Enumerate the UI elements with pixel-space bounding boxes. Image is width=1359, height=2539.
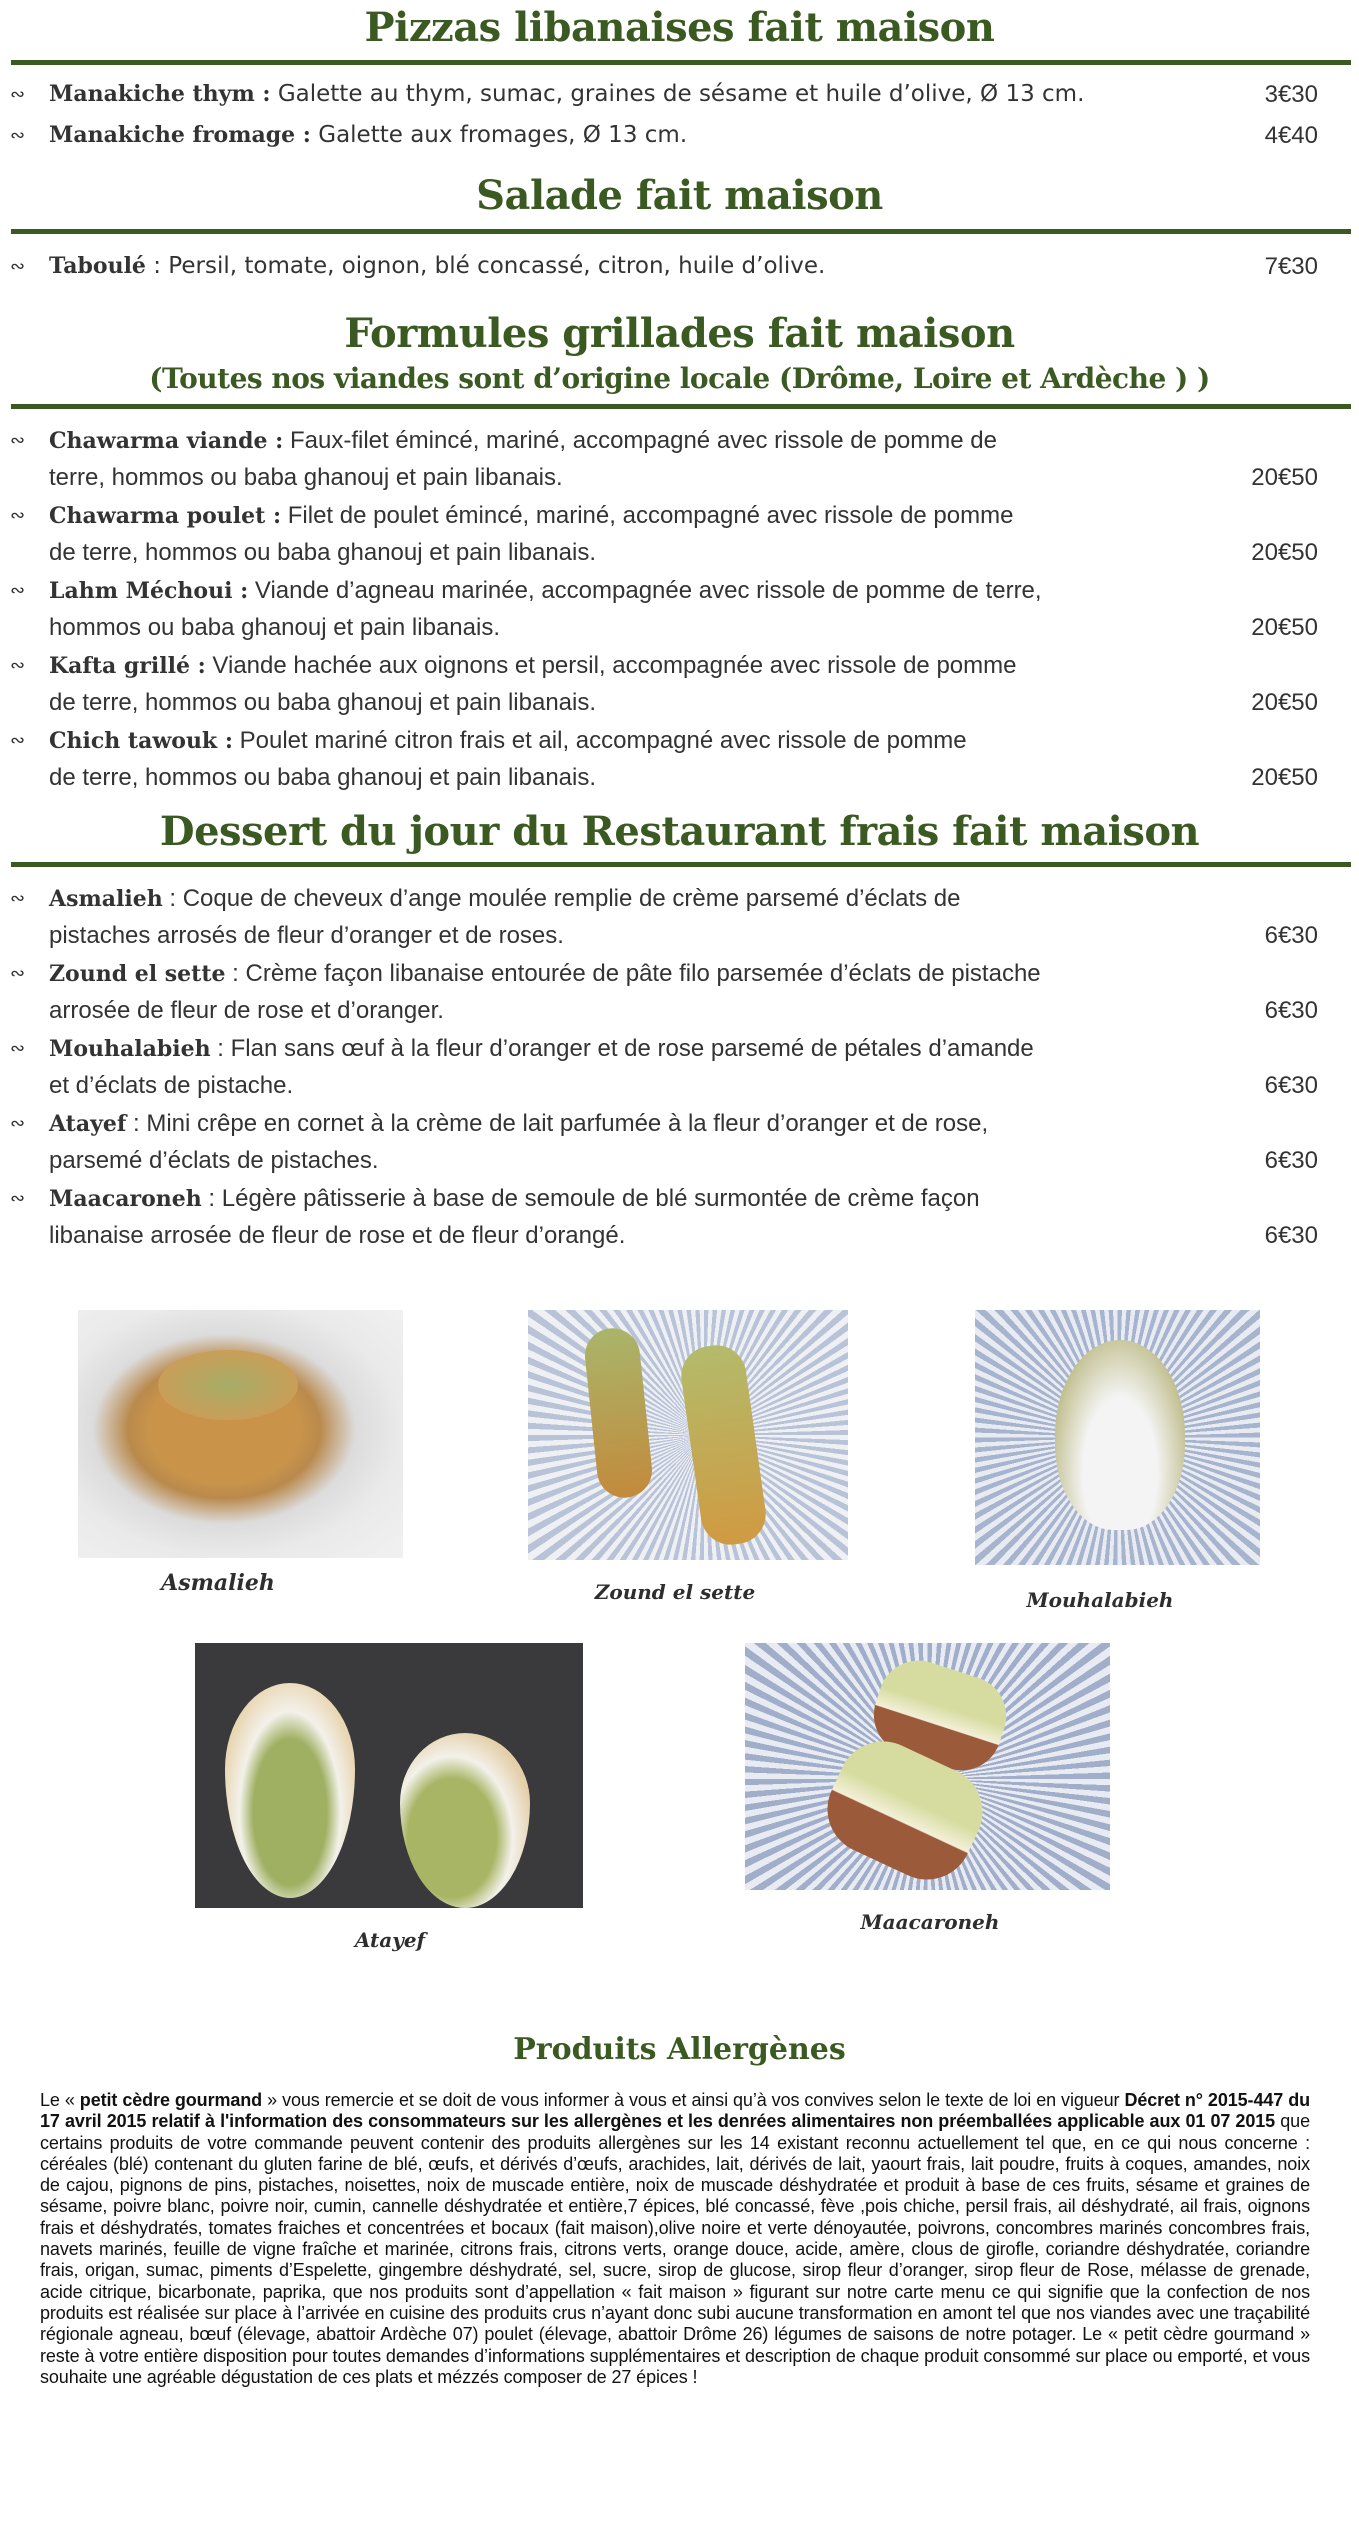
- photo-caption: Maacaroneh: [860, 1910, 1000, 1934]
- section-divider: [11, 229, 1351, 234]
- photo-mouhalabieh: [975, 1310, 1260, 1565]
- bullet-icon: ∾: [10, 1038, 26, 1059]
- price: 6€30: [1264, 1222, 1318, 1249]
- section-title-pizzas: Pizzas libanaises fait maison: [364, 4, 995, 51]
- section-title-desserts: Dessert du jour du Restaurant frais fait maison: [159, 808, 1200, 855]
- photo-caption: Mouhalabieh: [1026, 1588, 1174, 1612]
- bullet-icon: ∾: [10, 888, 26, 909]
- menu-item: ∾ Mouhalabieh : Flan sans œuf à la fleur d’oranger et de rose parsemé de pétales d’amande et d’éclats de pistache. 6€30: [10, 1030, 1330, 1104]
- menu-item: ∾ Atayef : Mini crêpe en cornet à la crème de lait parfumée à la fleur d’oranger et de rose, parsemé d’éclats de pistaches. 6€30: [10, 1105, 1330, 1179]
- price: 6€30: [1264, 1147, 1318, 1174]
- allergens-title: Produits Allergènes: [513, 2032, 846, 2067]
- bullet-icon: ∾: [10, 125, 26, 146]
- photo-caption: Atayef: [354, 1928, 426, 1952]
- menu-item: ∾ Manakiche thym : Galette au thym, sumac, graines de sésame et huile d’olive, Ø 13 cm. 3€30: [10, 76, 1330, 113]
- bullet-icon: ∾: [10, 505, 26, 526]
- menu-item: ∾ Taboulé : Persil, tomate, oignon, blé concassé, citron, huile d’olive. 7€30: [10, 248, 1330, 285]
- price: 3€30: [1264, 81, 1318, 108]
- menu-item: ∾ Chawarma poulet : Filet de poulet émincé, mariné, accompagné avec rissole de pomme de terre, hommos ou baba ghanouj et pain libanais. 20€50: [10, 497, 1330, 571]
- price: 20€50: [1251, 689, 1318, 716]
- bullet-icon: ∾: [10, 1113, 26, 1134]
- menu-item: ∾ Lahm Méchoui : Viande d’agneau marinée, accompagnée avec rissole de pomme de terre, hommos ou baba ghanouj et pain libanais. 20€50: [10, 572, 1330, 646]
- allergens-text: Le « petit cèdre gourmand » vous remercie et se doit de vous informer à vous et ainsi qu’à vos convives selon le texte de loi en vigueur Décret n° 2015-447 du 17 avril 2015 relatif à l'information des consommateurs sur les allergènes et les denrées alimentaires non préemballées applicable aux 01 07 2015 que certains produits de votre commande peuvent contenir des produits allergènes sur les 14 existant reconnu actuellement tel que, en ce qui nous concerne : céréales (blé) contenant du gluten farine de blé, œufs, et dérivés d’œufs, arachides, lait, dérivés de lait, yaourt frais, lait poudre, fruits à coques, amandes, noix de cajou, pignons de pins, pistaches, noisettes, noix de muscade entière, noix de muscade déshydratée et produit à base de ces fruits, sésame et graines de sésame, poivre blanc, poivre noir, cumin, cannelle déshydratée et entière,7 épices, blé concassé, fève ,pois chiche, persil frais, ail déshydraté, ail frais, oignons frais et déshydratés, tomates fraiches et concentrées et bocaux (fait maison),olive noire et verte dénoyautée, poivrons, concombres marinés concombres frais, navets marinés, feuille de vigne fraîche et marinée, citrons frais, citrons verts, orange douce, acide, amère, clous de girofle, coriandre déshydratée, coriandre frais, origan, sumac, piments d’Espelette, gingembre déshydraté, sel, sucre, sirop de glucose, sirop fleur d’oranger, sirop fleur de Rose, mélasse de grenade, acide citrique, bicarbonate, paprika, que nos produits sont d’appellation « fait maison » figurant sur notre carte menu ce qui signifie que la confection de nos produits est réalisée sur place à l’arrivée en cuisine des produits crus n’ayant donc subi aucune transformation en amont tel que nos viandes avec une traçabilité régionale agneau, bœuf (élevage, abattoir Ardèche 07) poulet (élevage, abattoir Drôme 26) légumes de saisons de notre potager. Le « petit cèdre gourmand » reste à votre entière disposition pour toutes demandes d’informations supplémentaires et description de chaque produit consommé sur place ou emporté, et vous souhaite une agréable dégustation de ces plats et mézzés composer de 27 épices !: [40, 2090, 1311, 2387]
- price: 20€50: [1251, 539, 1318, 566]
- photo-zound-el-sette: [528, 1310, 848, 1560]
- price: 6€30: [1264, 997, 1318, 1024]
- menu-item: ∾ Maacaroneh : Légère pâtisserie à base de semoule de blé surmontée de crème façon libanaise arrosée de fleur de rose et de fleur d’orangé. 6€30: [10, 1180, 1330, 1254]
- menu-item: ∾ Chawarma viande : Faux-filet émincé, mariné, accompagné avec rissole de pomme de terre, hommos ou baba ghanouj et pain libanais. 20€50: [10, 422, 1330, 496]
- section-title-salade: Salade fait maison: [476, 172, 883, 219]
- bullet-icon: ∾: [10, 430, 26, 451]
- price: 20€50: [1251, 614, 1318, 641]
- photo-atayef: [195, 1643, 583, 1908]
- bullet-icon: ∾: [10, 256, 26, 277]
- price: 20€50: [1251, 764, 1318, 791]
- price: 6€30: [1264, 1072, 1318, 1099]
- price: 4€40: [1264, 122, 1318, 149]
- section-divider: [11, 60, 1351, 65]
- bullet-icon: ∾: [10, 580, 26, 601]
- photo-caption: Zound el sette: [594, 1580, 756, 1604]
- menu-item: ∾ Chich tawouk : Poulet mariné citron frais et ail, accompagné avec rissole de pomme de terre, hommos ou baba ghanouj et pain libanais. 20€50: [10, 722, 1330, 796]
- section-subtitle-grillades: (Toutes nos viandes sont d’origine locale (Drôme, Loire et Ardèche ) ): [149, 362, 1210, 395]
- price: 7€30: [1264, 253, 1318, 280]
- menu-item: ∾ Manakiche fromage : Galette aux fromages, Ø 13 cm. 4€40: [10, 117, 1330, 154]
- menu-item: ∾ Zound el sette : Crème façon libanaise entourée de pâte filo parsemée d’éclats de pistache arrosée de fleur de rose et d’oranger. 6€30: [10, 955, 1330, 1029]
- section-divider: [11, 862, 1351, 867]
- photo-maacaroneh: [745, 1643, 1110, 1890]
- menu-item: ∾ Asmalieh : Coque de cheveux d’ange moulée remplie de crème parsemé d’éclats de pistaches arrosés de fleur d’oranger et de roses. 6€30: [10, 880, 1330, 954]
- photo-asmalieh: [78, 1310, 403, 1558]
- section-title-grillades: Formules grillades fait maison: [344, 310, 1015, 357]
- photo-caption: Asmalieh: [161, 1570, 275, 1596]
- bullet-icon: ∾: [10, 730, 26, 751]
- menu-item: ∾ Kafta grillé : Viande hachée aux oignons et persil, accompagnée avec rissole de pomme de terre, hommos ou baba ghanouj et pain libanais. 20€50: [10, 647, 1330, 721]
- section-divider: [11, 404, 1351, 409]
- price: 6€30: [1264, 922, 1318, 949]
- bullet-icon: ∾: [10, 655, 26, 676]
- bullet-icon: ∾: [10, 963, 26, 984]
- bullet-icon: ∾: [10, 84, 26, 105]
- price: 20€50: [1251, 464, 1318, 491]
- bullet-icon: ∾: [10, 1188, 26, 1209]
